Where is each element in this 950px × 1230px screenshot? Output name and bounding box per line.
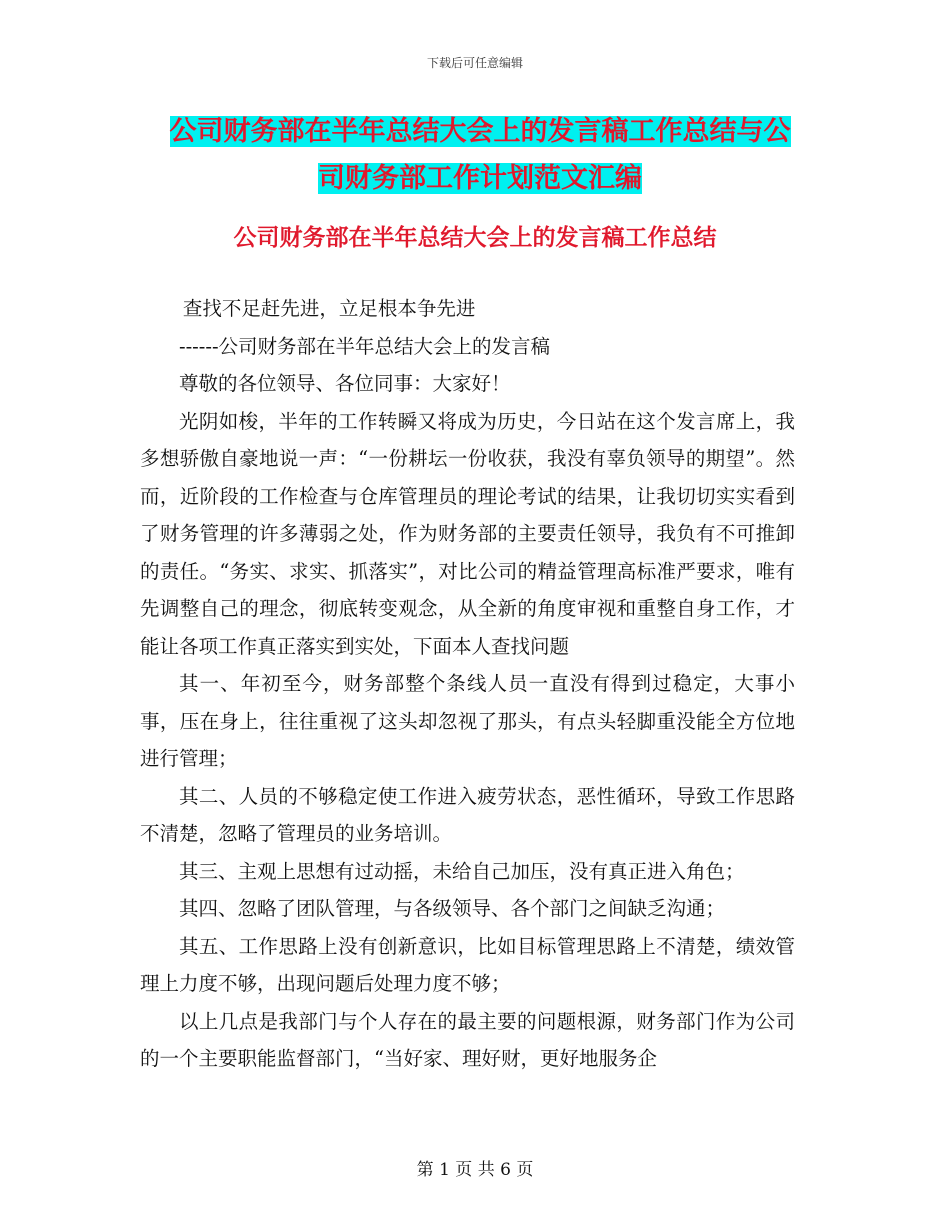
paragraph-intro: 光阴如梭，半年的工作转瞬又将成为历史，今日站在这个发言席上，我多想骄傲自豪地说一声：“一份耕坛一份收获，我没有辜负领导的期望”。然而，近阶段的工作检查与仓库管理员的理论考试的结果，让我切切实实看到了财务管理的许多薄弱之处，作为财务部的主要责任领导，我负有不可推卸的责任。“务实、求实、抓落实”，对比公司的精益管理高标准严要求，唯有先调整自己的理念，彻底转变观念，从全新的角度审视和重整自身工作，才能让各项工作真正落实到实处，下面本人查找问题: [140, 409, 795, 658]
document-title: [130, 108, 830, 202]
paragraph-slogan: 查找不足赶先进，立足根本争先进: [182, 297, 476, 320]
paragraph-point-5: 其五、工作思路上没有创新意识，比如目标管理思路上不清楚，绩效管理上力度不够，出现问题后处理力度不够；: [140, 934, 795, 995]
page-header: 下载后可任意编辑: [426, 56, 523, 70]
title-line-2: 司财务部工作计划范文汇编: [318, 163, 642, 194]
title-line-1: 公司财务部在半年总结大会上的发言稿工作总结与公: [169, 116, 791, 147]
paragraph-point-3: 其三、主观上思想有过动摇，未给自己加压，没有真正进入角色；: [179, 859, 745, 883]
paragraph-point-2: 其二、人员的不够稳定使工作进入疲劳状态，恶性循环，导致工作思路不清楚，忽略了管理员的业务培训。: [140, 784, 795, 845]
section-title: 公司财务部在半年总结大会上的发言稿工作总结: [233, 225, 717, 251]
paragraph-summary: 以上几点是我部门与个人存在的最主要的问题根源，财务部门作为公司的一个主要职能监督部门，“当好家、理好财，更好地服务企: [140, 1009, 795, 1070]
paragraph-point-1: 其一、年初至今，财务部整个条线人员一直没有得到过稳定，大事小事，压在身上，往往重视了这头却忽视了那头，有点头轻脚重没能全方位地进行管理；: [140, 672, 795, 770]
body-text: [140, 290, 795, 1078]
paragraph-point-4: 其四、忽略了团队管理，与各级领导、各个部门之间缺乏沟通；: [179, 897, 726, 920]
paragraph-subtitle: ------公司财务部在半年总结大会上的发言稿: [179, 334, 551, 358]
paragraph-greeting: 尊敬的各位领导、各位同事：大家好！: [179, 372, 511, 395]
page-footer: 第 1 页 共 6 页: [416, 1160, 534, 1180]
